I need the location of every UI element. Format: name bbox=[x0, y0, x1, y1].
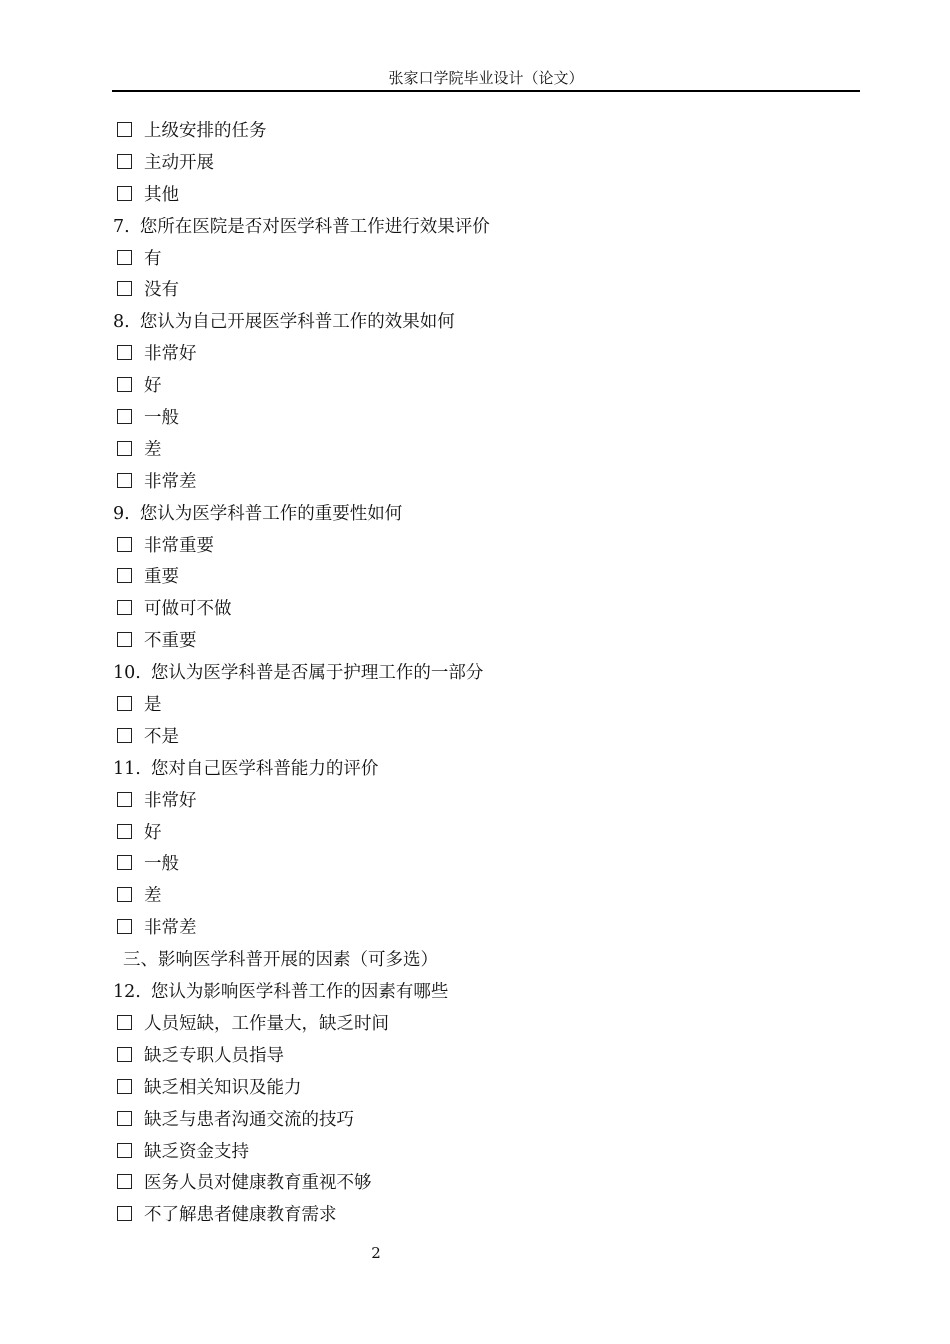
option-item bbox=[113, 913, 833, 945]
option-item bbox=[113, 371, 833, 403]
option-label: 主动开展 bbox=[144, 152, 214, 173]
option-label: 非常好 bbox=[144, 790, 197, 811]
checkbox-icon bbox=[117, 345, 132, 360]
option-item bbox=[113, 849, 833, 881]
option-label: 不是 bbox=[144, 726, 179, 747]
option-item bbox=[113, 1105, 833, 1137]
option-label: 好 bbox=[144, 822, 162, 843]
header-title: 张家口学院毕业设计（论文） bbox=[388, 69, 584, 87]
checkbox-icon bbox=[117, 568, 132, 583]
checkbox-icon bbox=[117, 824, 132, 839]
option-label: 人员短缺，工作量大，缺乏时间 bbox=[144, 1013, 389, 1034]
option-item bbox=[113, 881, 833, 913]
question-text: 您对自己医学科普能力的评价 bbox=[150, 758, 379, 779]
question-item bbox=[113, 754, 833, 786]
option-label: 有 bbox=[144, 248, 162, 269]
checkbox-icon bbox=[117, 600, 132, 615]
checkbox-icon bbox=[117, 1206, 132, 1221]
option-label: 重要 bbox=[144, 567, 179, 588]
option-item bbox=[113, 1073, 833, 1105]
option-label: 非常差 bbox=[144, 471, 197, 492]
option-label: 非常好 bbox=[144, 344, 197, 365]
checkbox-icon bbox=[117, 919, 132, 934]
checkbox-icon bbox=[117, 1015, 132, 1030]
question-number: 10. bbox=[113, 663, 141, 684]
checkbox-icon bbox=[117, 1079, 132, 1094]
checkbox-icon bbox=[117, 1174, 132, 1189]
option-item bbox=[113, 403, 833, 435]
option-label: 非常重要 bbox=[144, 535, 214, 556]
question-item bbox=[113, 658, 833, 690]
option-item bbox=[113, 531, 833, 563]
option-label: 差 bbox=[144, 439, 162, 460]
checkbox-icon bbox=[117, 1143, 132, 1158]
option-label: 非常差 bbox=[144, 918, 197, 939]
page-number: 2 bbox=[371, 1244, 381, 1262]
question-text: 您所在医院是否对医学科普工作进行效果评价 bbox=[139, 216, 490, 237]
option-label: 差 bbox=[144, 886, 162, 907]
checkbox-icon bbox=[117, 632, 132, 647]
checkbox-icon bbox=[117, 409, 132, 424]
option-item bbox=[113, 435, 833, 467]
option-label: 可做可不做 bbox=[144, 599, 232, 620]
option-label: 缺乏专职人员指导 bbox=[144, 1045, 284, 1066]
question-text: 您认为影响医学科普工作的因素有哪些 bbox=[150, 982, 449, 1003]
checkbox-icon bbox=[117, 696, 132, 711]
option-item bbox=[113, 467, 833, 499]
question-number: 11. bbox=[113, 758, 141, 779]
checkbox-icon bbox=[117, 186, 132, 201]
option-item bbox=[113, 1200, 833, 1232]
checkbox-icon bbox=[117, 855, 132, 870]
option-item bbox=[113, 786, 833, 818]
checkbox-icon bbox=[117, 792, 132, 807]
option-label: 是 bbox=[144, 695, 162, 716]
option-item bbox=[113, 562, 833, 594]
option-item bbox=[113, 690, 833, 722]
option-item bbox=[113, 626, 833, 658]
option-item bbox=[113, 722, 833, 754]
question-text: 您认为医学科普是否属于护理工作的一部分 bbox=[150, 663, 484, 684]
option-label: 缺乏相关知识及能力 bbox=[144, 1077, 302, 1098]
questionnaire-content bbox=[113, 116, 833, 1232]
option-item bbox=[113, 116, 833, 148]
checkbox-icon bbox=[117, 473, 132, 488]
page-footer bbox=[0, 1244, 752, 1262]
option-label: 好 bbox=[144, 376, 162, 397]
question-item bbox=[113, 307, 833, 339]
option-label: 没有 bbox=[144, 280, 179, 301]
option-label: 医务人员对健康教育重视不够 bbox=[144, 1173, 372, 1194]
option-label: 一般 bbox=[144, 408, 179, 429]
checkbox-icon bbox=[117, 1111, 132, 1126]
checkbox-icon bbox=[117, 122, 132, 137]
option-item bbox=[113, 180, 833, 212]
question-number: 9. bbox=[113, 503, 130, 524]
checkbox-icon bbox=[117, 537, 132, 552]
option-item bbox=[113, 275, 833, 307]
checkbox-icon bbox=[117, 377, 132, 392]
checkbox-icon bbox=[117, 441, 132, 456]
option-item bbox=[113, 1137, 833, 1169]
option-label: 其他 bbox=[144, 184, 179, 205]
checkbox-icon bbox=[117, 728, 132, 743]
option-label: 缺乏资金支持 bbox=[144, 1141, 249, 1162]
question-item bbox=[113, 212, 833, 244]
option-label: 缺乏与患者沟通交流的技巧 bbox=[144, 1109, 354, 1130]
option-item bbox=[113, 244, 833, 276]
checkbox-icon bbox=[117, 281, 132, 296]
option-label: 上级安排的任务 bbox=[144, 121, 267, 141]
option-label: 不了解患者健康教育需求 bbox=[144, 1205, 337, 1226]
question-item bbox=[113, 499, 833, 531]
option-item bbox=[113, 594, 833, 626]
question-number: 8. bbox=[113, 312, 130, 333]
option-item bbox=[113, 818, 833, 850]
option-item bbox=[113, 339, 833, 371]
checkbox-icon bbox=[117, 250, 132, 265]
page-header bbox=[112, 66, 860, 92]
question-text: 您认为医学科普工作的重要性如何 bbox=[139, 503, 403, 524]
checkbox-icon bbox=[117, 1047, 132, 1062]
checkbox-icon bbox=[117, 887, 132, 902]
question-text: 您认为自己开展医学科普工作的效果如何 bbox=[139, 312, 455, 333]
question-number: 7. bbox=[113, 216, 130, 237]
option-item bbox=[113, 1168, 833, 1200]
option-label: 一般 bbox=[144, 854, 179, 875]
section-heading: 三、影响医学科普开展的因素（可多选） bbox=[123, 950, 438, 971]
question-item bbox=[113, 977, 833, 1009]
option-item bbox=[113, 1041, 833, 1073]
option-item bbox=[113, 148, 833, 180]
question-number: 12. bbox=[113, 982, 141, 1003]
option-item bbox=[113, 1009, 833, 1041]
checkbox-icon bbox=[117, 154, 132, 169]
option-label: 不重要 bbox=[144, 631, 197, 652]
